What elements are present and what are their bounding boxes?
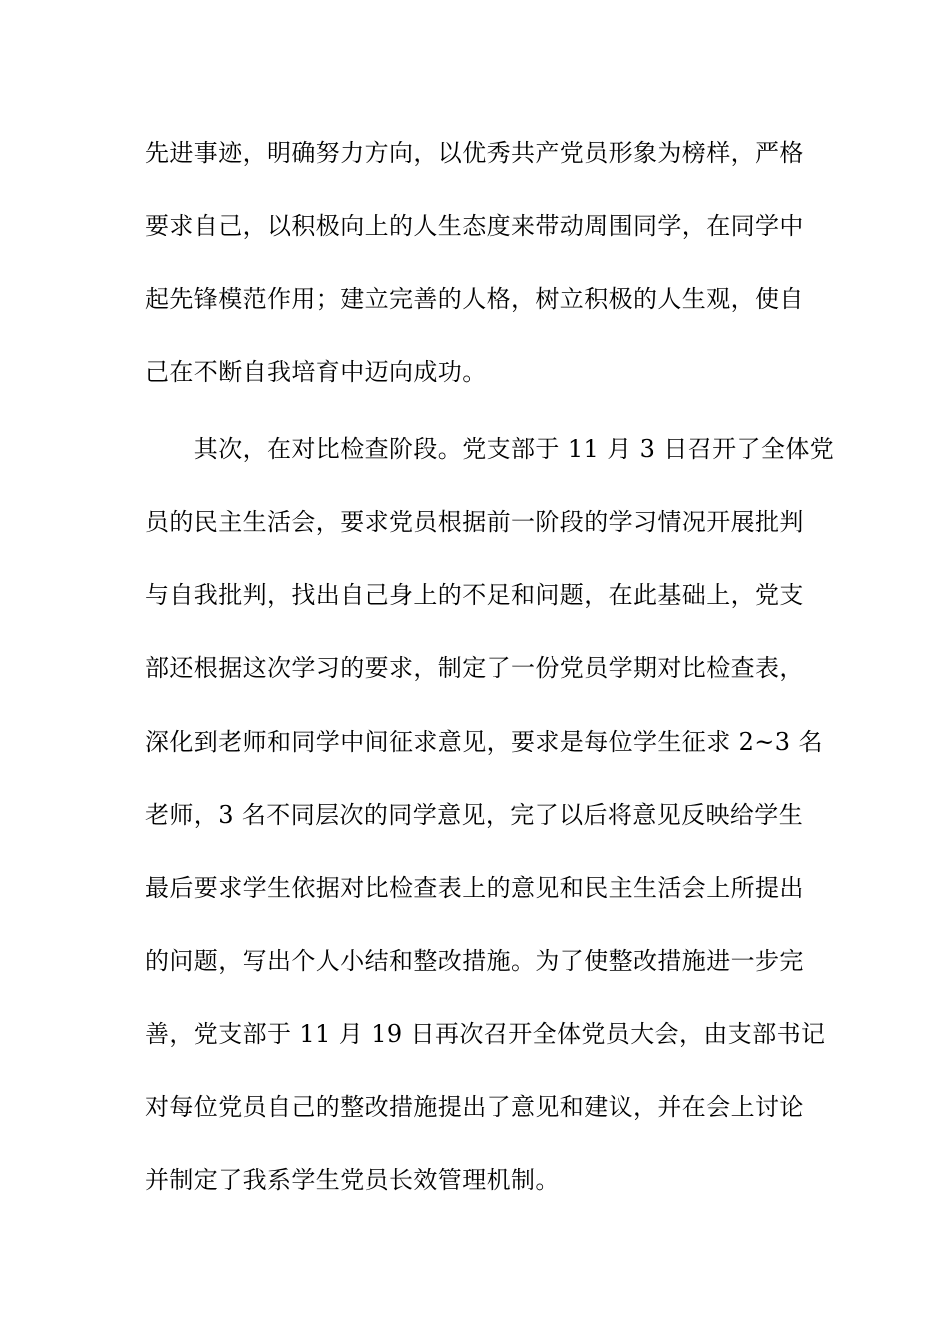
paragraph-2-line-8: 的问题，写出个人小结和整改措施。为了使整改措施进一步完 xyxy=(145,947,804,975)
paragraph-2-line-2: 员的民主生活会，要求党员根据前一阶段的学习情况开展批判 xyxy=(145,508,804,536)
paragraph-2-line-6: 老师，3 名不同层次的同学意见，完了以后将意见反映给学生 xyxy=(145,801,804,829)
paragraph-1-line-2: 要求自己，以积极向上的人生态度来带动周围同学，在同学中 xyxy=(145,212,804,240)
paragraph-2-line-10: 对每位党员自己的整改措施提出了意见和建议，并在会上讨论 xyxy=(145,1093,804,1121)
paragraph-2-line-9: 善，党支部于 11 月 19 日再次召开全体党员大会，由支部书记 xyxy=(145,1020,826,1048)
paragraph-1-line-4: 己在不断自我培育中迈向成功。 xyxy=(145,358,487,386)
paragraph-2-line-11: 并制定了我系学生党员长效管理机制。 xyxy=(145,1166,560,1194)
paragraph-1-line-1: 先进事迹，明确努力方向，以优秀共产党员形象为榜样，严格 xyxy=(145,139,804,167)
paragraph-2-line-4: 部还根据这次学习的要求，制定了一份党员学期对比检查表， xyxy=(145,654,804,682)
paragraph-2-line-3: 与自我批判，找出自己身上的不足和问题，在此基础上，党支 xyxy=(145,581,804,609)
paragraph-2-line-7: 最后要求学生依据对比检查表上的意见和民主生活会上所提出 xyxy=(145,874,804,902)
paragraph-1-line-3: 起先锋模范作用；建立完善的人格，树立积极的人生观，使自 xyxy=(145,285,804,313)
paragraph-2-line-1: 其次，在对比检查阶段。党支部于 11 月 3 日召开了全体党 xyxy=(145,435,835,463)
paragraph-2-line-5: 深化到老师和同学中间征求意见，要求是每位学生征求 2~3 名 xyxy=(145,728,823,756)
